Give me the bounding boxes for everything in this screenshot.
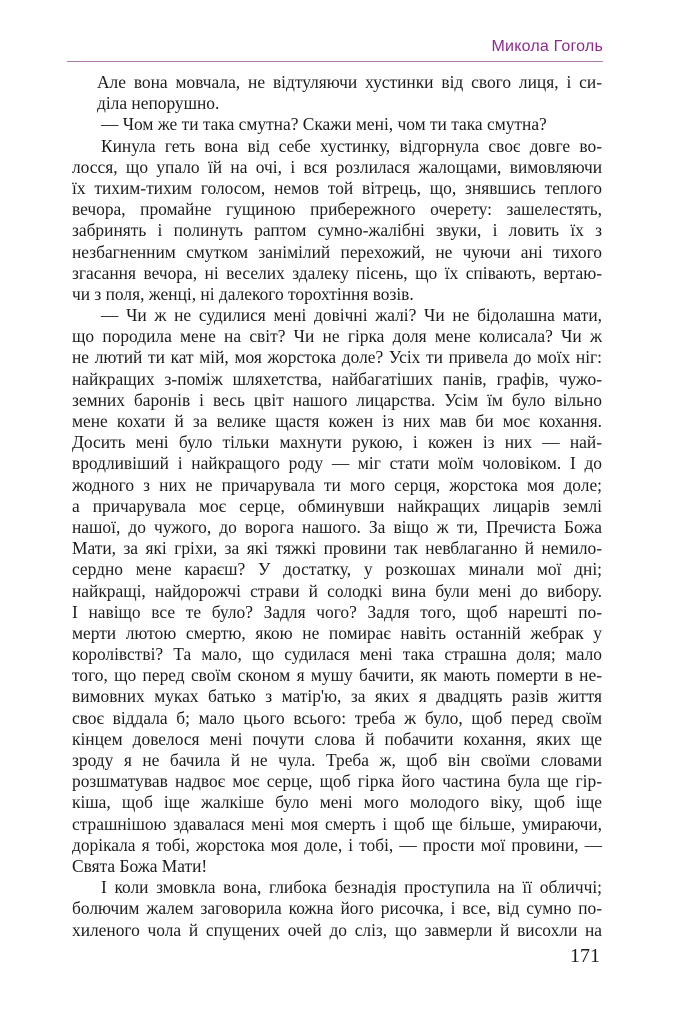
text-line: страшнішою здавалася мені моя смерть і щоб ще більше, умираючи, — [72, 813, 602, 834]
text-line: того, що перед своїм сконом я мушу бачити, як мають померти в не- — [72, 665, 602, 686]
text-line: земних баронів і весь цвіт нашого лицарства. Усім їм було вільно — [72, 389, 602, 410]
text-line: найкращі, найдорожчі страви й солодкі вина були мені до вибору. — [72, 580, 602, 601]
text-line: нашої, до чужого, до ворога нашого. За віщо ж ти, Пречиста Божа — [72, 516, 602, 537]
text-line: вечора, промайне гущиною прибережного очерету: зашелестять, — [72, 199, 602, 220]
text-line: своє віддала б; мало цього всього: треба ж було, щоб перед своїм — [72, 707, 602, 728]
text-line: — Чи ж не судилися мені довічні жалі? Чи не бідолашна мати, — [101, 305, 602, 326]
text-line: сердно мене караєш? У достатку, у розкошах минали мої дні; — [72, 559, 602, 580]
text-line: мерти лютою смертю, якою не помирає навіть останній жебрак у — [72, 622, 602, 643]
text-line: болючим жалем заговорила кожна його рисочка, і все, від сумно по- — [72, 898, 602, 919]
page-body — [72, 72, 602, 941]
text-line: лосся, що упало їй на очі, і вся розлилася жалощами, вимовляючи — [72, 156, 602, 177]
text-line: дорікала я тобі, жорстока моя доле, і тобі, — прости мої провини, — — [72, 834, 602, 855]
text-line: згасання вечора, ні веселих здалеку пісень, що їх співають, вертаю- — [72, 262, 602, 283]
text-line: їх тихим-тихим голосом, немов той вітрець, що, знявшись теплого — [72, 177, 602, 198]
text-line: забринять і полинуть раптом сумно-жалібні звуки, і ловить їх з — [72, 220, 602, 241]
text-line: а причарувала моє серце, обминувши найкращих лицарів землі — [72, 495, 602, 516]
text-line: вимовних муках батько з матір'ю, за яких я двадцять разів життя — [72, 686, 602, 707]
text-line: не лютий ти кат мій, моя жорстока доле? Усіх ти привела до моїх ніг: — [72, 347, 602, 368]
text-line: жодного з них не причарувала ти мого серця, жорстока моя доле; — [72, 474, 602, 495]
text-line: королівстві? Та мало, що судилася мені така страшна доля; мало — [72, 644, 602, 665]
text-line: вродливіший і найкращого роду — міг стати моїм чоловіком. І до — [72, 453, 602, 474]
text-line: І коли змовкла вона, глибока безнадія проступила на її обличчі; — [101, 877, 602, 898]
text-line: діла непорушно. — [97, 93, 220, 114]
page-number: 171 — [570, 945, 600, 967]
text-line: кінцем довелося мені почути слова й побачити кохання, яких ще — [72, 728, 602, 749]
text-line: Досить мені було тільки махнути рукою, і кожен із них — най- — [72, 432, 602, 453]
running-header-author: Микола Гоголь — [491, 38, 603, 55]
text-line: мене кохати й за велике щастя кожен із них мав би моє кохання. — [72, 411, 602, 431]
text-line: Мати, за які гріхи, за які тяжкі провини так невблаганно й немило- — [72, 538, 602, 559]
text-line: — Чом же ти така смутна? Скажи мені, чом ти така смутна? — [101, 114, 547, 135]
text-line: І навіщо все те було? Задля чого? Задля того, щоб нарешті по- — [72, 601, 602, 622]
text-line: зроду я не бачила й не чула. Треба ж, щоб він своїми словами — [72, 750, 602, 770]
text-line: Кинула геть вона від себе хустинку, відгорнула своє довге во- — [101, 135, 602, 156]
text-line: хиленого чола й спущених очей до сліз, що завмерли й висохли на — [72, 919, 602, 940]
text-line: Свята Божа Мати! — [72, 855, 208, 876]
text-line: що породила мене на світ? Чи не гірка доля мене колисала? Чи ж — [72, 326, 602, 347]
text-line: чи з поля, женці, ні далекого торохтіння возів. — [72, 283, 414, 304]
header-divider — [67, 61, 603, 62]
text-line: найкращих з-поміж шляхетства, найбагатіших панів, графів, чужо- — [72, 368, 602, 389]
text-line: розшматував надвоє моє серце, щоб гірка його частина була ще гір- — [72, 771, 602, 792]
text-line: кіша, щоб іще жалкіше було мені мого молодого віку, щоб іще — [72, 792, 602, 813]
text-line: Але вона мовчала, не відтуляючи хустинки від свого лиця, і си- — [97, 72, 602, 92]
text-line: незбагненним смутком занімілий перехожий, не чуючи ані тихого — [72, 241, 602, 262]
